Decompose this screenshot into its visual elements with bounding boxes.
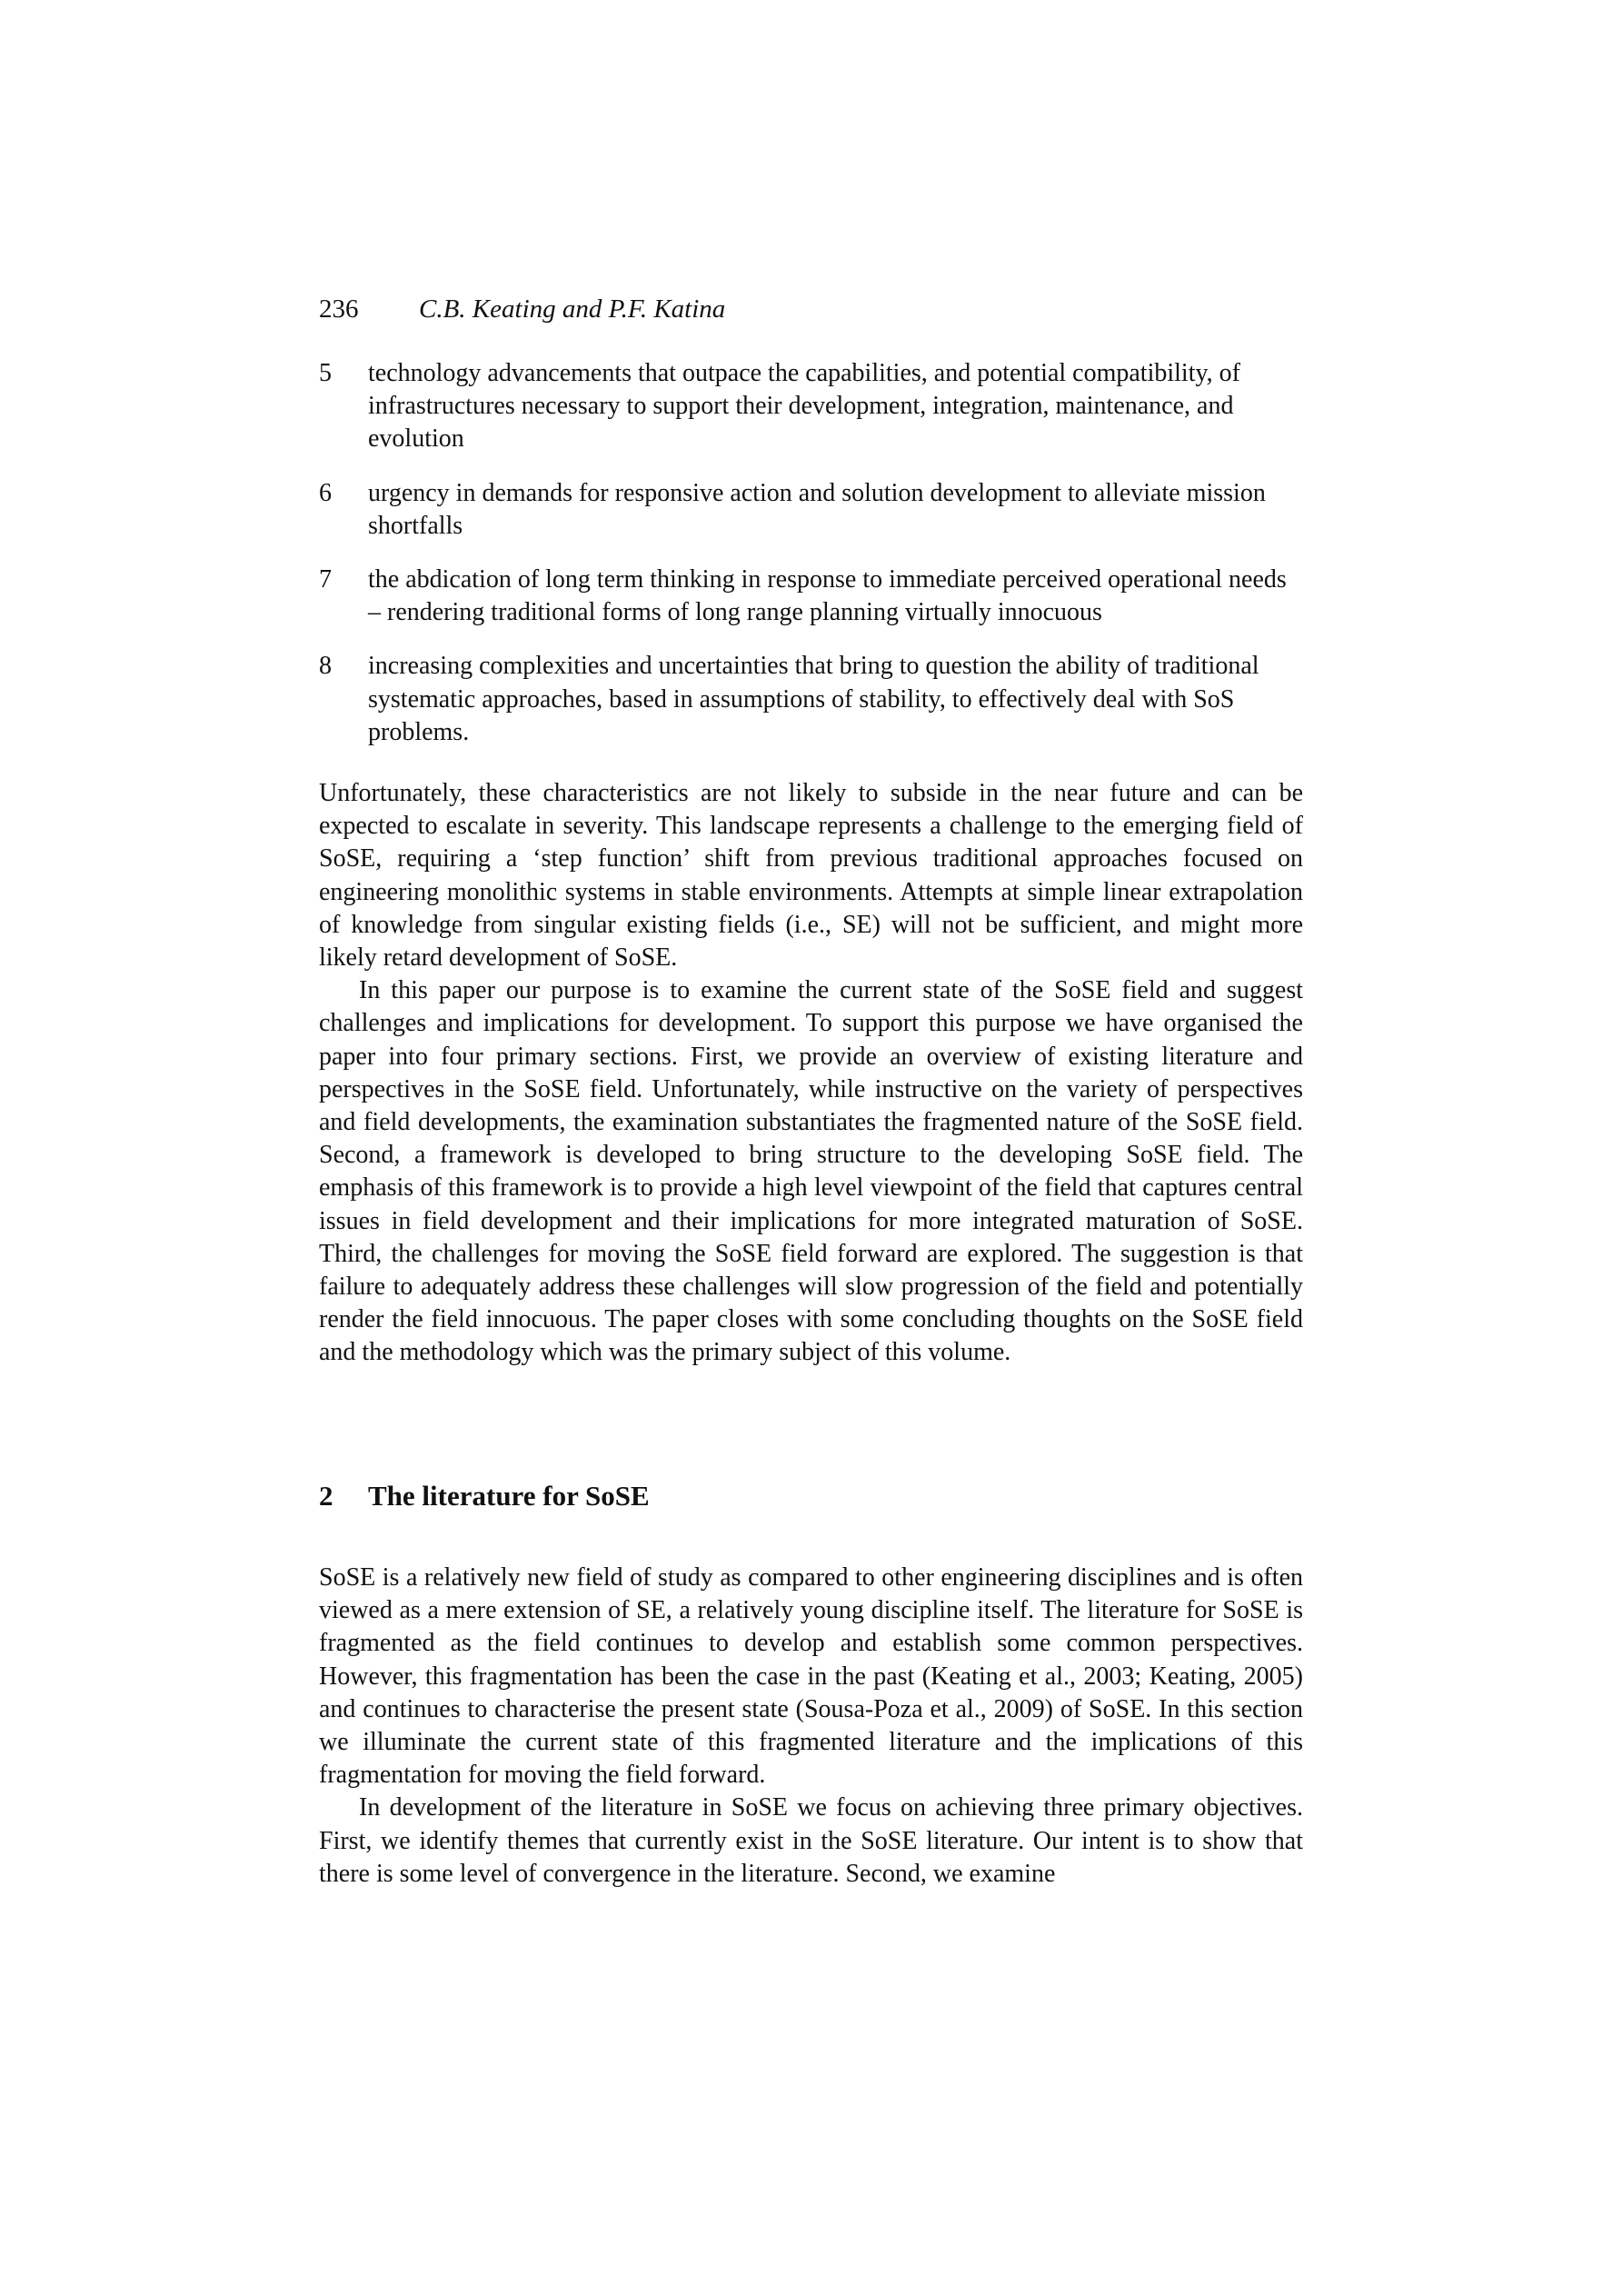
list-item — [319, 564, 1303, 629]
list-item — [319, 477, 1303, 543]
list-item-number: 5 — [319, 359, 332, 387]
list-item — [319, 650, 1303, 749]
list-item-text: urgency in demands for responsive action and solution development to alleviate mission shortfalls — [368, 478, 1266, 540]
intro-text-block — [319, 777, 1303, 1370]
list-item-number: 7 — [319, 565, 332, 594]
numbered-list — [319, 357, 1303, 770]
list-item-text: technology advancements that outpace the capabilities, and potential compatibility, of infrastructures necessary to support their development, integration, maintenance, and evolution — [368, 359, 1240, 454]
body-paragraph: In this paper our purpose is to examine the current state of the SoSE field and suggest challenges and implications for development. To support this purpose we have organised the paper into four primary sections. First, we provide an overview of existing literature and perspectives in the SoSE field. Unfortunately, while instructive on the variety of perspectives and field developments, the examination substantiates the fragmented nature of the SoSE field. Second, a framework is developed to bring structure to the developing SoSE field. The emphasis of this framework is to provide a high level viewpoint of the field that captures central issues in field development and their implications for more integrated maturation of SoSE. Third, the challenges for moving the SoSE field forward are explored. The suggestion is that failure to adequately address these challenges will slow progression of the field and potentially render the field innocuous. The paper closes with some concluding thoughts on the SoSE field and the methodology which was the primary subject of this volume. — [319, 976, 1303, 1367]
body-paragraph: Unfortunately, these characteristics are not likely to subside in the near future and can be expected to escalate in severity. This landscape represents a challenge to the emerging field of SoSE, requiring a ‘step function’ shift from previous traditional approaches focused on engineering monolithic systems in stable environments. Attempts at simple linear extrapolation of knowledge from singular existing fields (i.e., SE) will not be sufficient, and might more likely retard development of SoSE. — [319, 779, 1303, 973]
list-item-number: 6 — [319, 478, 332, 507]
body-paragraph: SoSE is a relatively new field of study as compared to other engineering disciplines and is often viewed as a mere extension of SE, a relatively young discipline itself. The literature for SoSE is fragmented as the field continues to develop and establish some common perspectives. However, this fragmentation has been the case in the past (Keating et al., 2003; Keating, 2005) and continues to characterise the present state (Sousa-Poza et al., 2009) of SoSE. In this section we illuminate the current state of this fragmented literature and the implications of this fragmentation for moving the field forward. — [319, 1563, 1303, 1790]
section-heading — [319, 1478, 650, 1514]
section-text-block — [319, 1562, 1303, 1891]
section-title: The literature for SoSE — [368, 1480, 650, 1512]
header-authors: C.B. Keating and P.F. Katina — [419, 294, 726, 324]
list-item-text: the abdication of long term thinking in response to immediate perceived operational needs – rendering traditional forms of long range planning virtually innocuous — [368, 565, 1287, 627]
section-number: 2 — [319, 1480, 333, 1512]
list-item-text: increasing complexities and uncertainties that bring to question the ability of traditional systematic approaches, based in assumptions of stability, to effectively deal with SoS problems. — [368, 652, 1259, 746]
list-item-number: 8 — [319, 652, 332, 681]
running-header — [319, 293, 725, 325]
body-paragraph: In development of the literature in SoSE we focus on achieving three primary objectives. First, we identify themes that currently exist in the SoSE literature. Our intent is to show that there is some level of convergence in the literature. Second, we examine — [319, 1793, 1303, 1888]
page-number: 236 — [319, 294, 359, 324]
list-item — [319, 357, 1303, 456]
